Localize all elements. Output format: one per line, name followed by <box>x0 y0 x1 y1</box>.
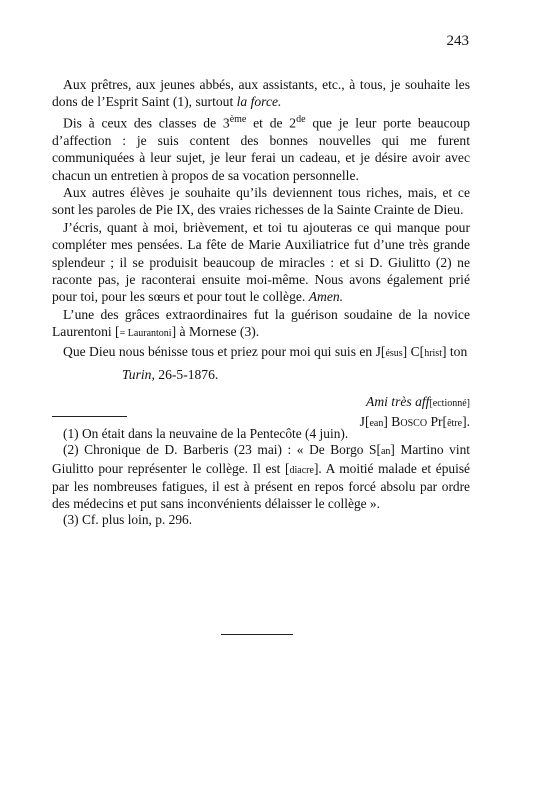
closing-line: Ami très aff[ectionné] <box>366 394 470 410</box>
footnote-2: (2) Chronique de D. Barberis (23 mai) : « De Borgo S[an] Martino vint Giulitto pour représenter le collège. Il est [diacre]. A moitié malade et épuisé par les nombreuses fatigues, il est à présent en repos forcé absolu par ordre des médecins et put sans inconvénients délaisser le collège ». <box>52 442 470 511</box>
page-number: 243 <box>446 33 469 49</box>
paragraph-3: Aux autres élèves je souhaite qu’ils deviennent tous riches, mais, et ce sont les paroles de Pie IX, des vraies richesses de la Sainte Crainte de Dieu. <box>52 184 470 218</box>
paragraph-1: Aux prêtres, aux jeunes abbés, aux assistants, etc., à tous, je souhaite les dons de l’Esprit Saint (1), surtout la force. <box>52 77 470 110</box>
footnote-3: (3) Cf. plus loin, p. 296. <box>63 512 193 528</box>
paragraph-4: J’écris, quant à moi, brièvement, et toi tu ajouteras ce qui manque pour compléter mes pensées. La fête de Marie Auxiliatrice fut d’une très grande splendeur ; il se produisit beaucoup de miracles : et si D. Giulitto (2) ne raconte pas, je raconterai ensuite moi-même. Nous avons également prié pour toi, pour les sœurs et pour tout le collège. Amen. <box>52 219 470 305</box>
footnote-1: (1) On était dans la neuvaine de la Pentecôte (4 juin). <box>63 426 349 441</box>
footnote-divider <box>52 416 127 417</box>
paragraph-5: L’une des grâces extraordinaires fut la guérison soudaine de la novice Laurentoni [= Laurantoni] à Mornese (3). <box>52 306 470 340</box>
paragraph-6: Que Dieu nous bénisse tous et priez pour moi qui suis en J[ésus] C[hrist] ton <box>63 343 468 359</box>
paragraph-2: Dis à ceux des classes de 3ème et de 2de que je leur porte beaucoup d’affection : je suis content des bonnes nouvelles qui me furent communiquées à leur sujet, je leur ferai un cadeau, et je désire avoir avec chacun un entretien à propos de sa vocation personnelle. <box>52 113 470 183</box>
author-name: J[ean] Bosco Pr[être]. <box>359 413 470 429</box>
letter-date: Turin, 26-5-1876. <box>122 367 219 383</box>
bottom-divider <box>221 634 293 635</box>
footnotes <box>52 426 470 528</box>
letter-body <box>52 76 470 432</box>
